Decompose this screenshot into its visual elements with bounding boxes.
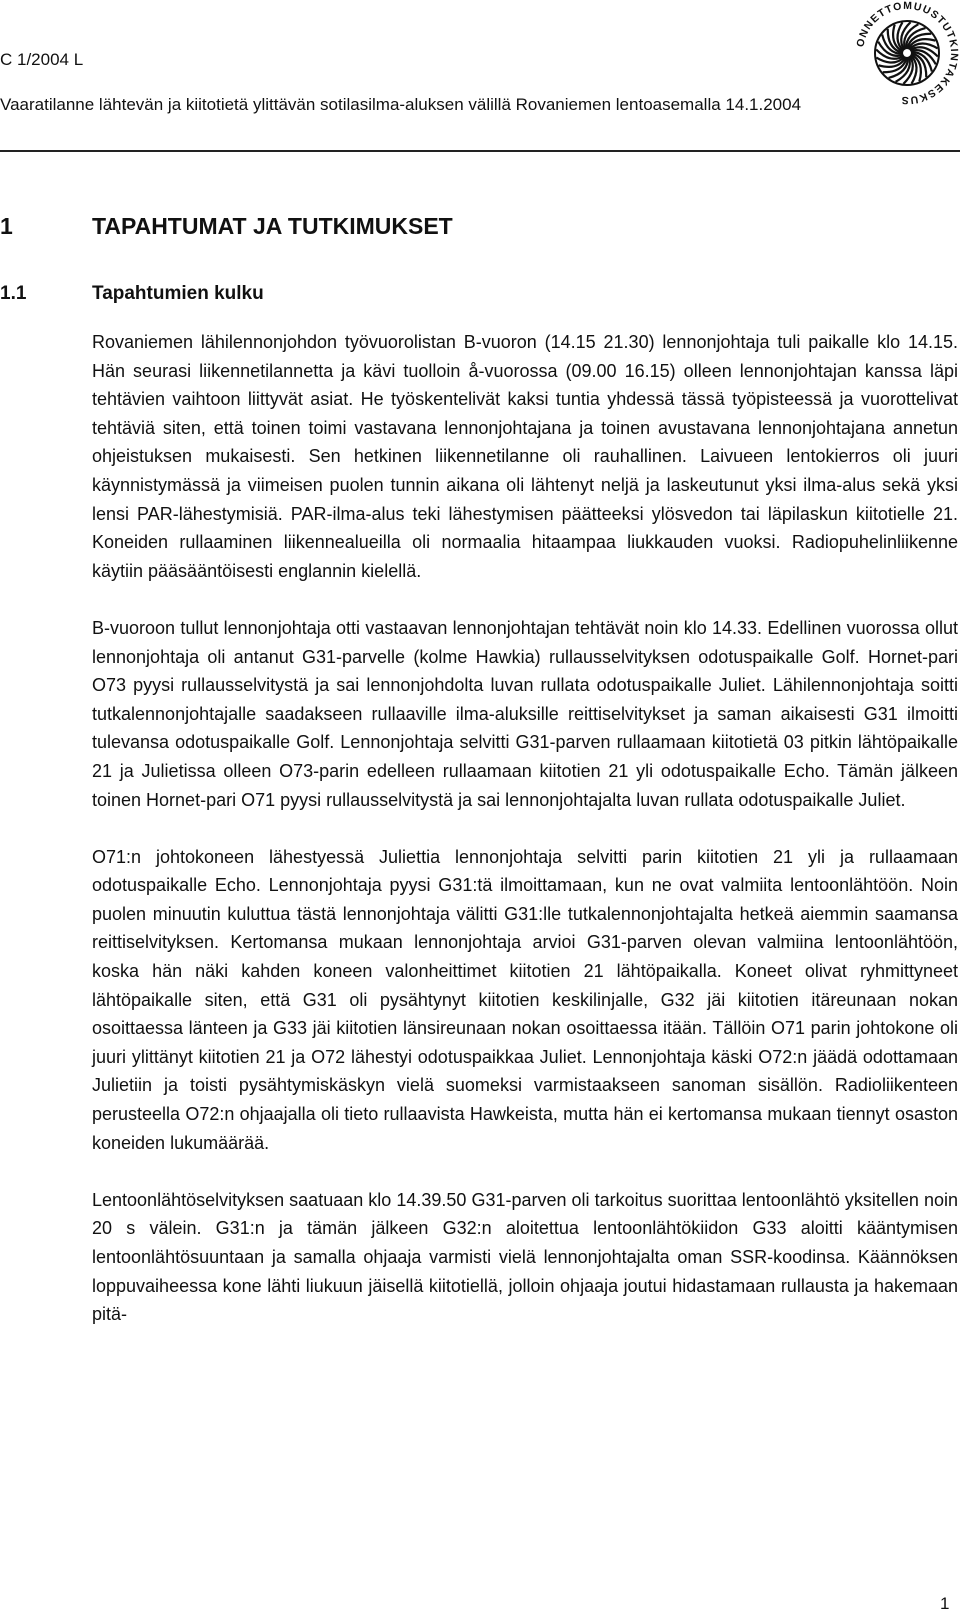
section-heading: [0, 213, 453, 240]
investigation-centre-logo: [854, 0, 960, 106]
subsection-heading: [0, 283, 264, 305]
logo-lettering: ONNETTOMUUSTUTKINTAKESKUS: [854, 0, 960, 106]
logo-spiral: [875, 21, 939, 85]
section-number: 1: [0, 213, 13, 239]
paragraph: O71:n johtokoneen lähestyessä Juliettia lennonjohtaja selvitti parin kiitotien 21 yli ja rullaamaan odotuspaikalle Echo. Lennonjohtaja pyysi G31:tä ilmoittamaan, kun ne ovat valmiita lentoonlähtöön. Noin puolen minuutin kuluttua tästä lennonjohtaja välitti G31:lle tutkalennonjohtajalta hetkeä aiemmin saamansa reittiselvityksen. Kertomansa mukaan lennonjohtaja arvioi G31-parven olevan valmiina lentoonlähtöön, koska hän näki kahden koneen valonheittimet kiitotien 21 lähtöpaikalla. Koneet olivat ryhmittyneet lähtöpaikalle siten, että G31 oli pysähtynyt kiitotien keskilinjalle, G32 jäi kiitotien itäreunaan nokan osoittaessa länteen ja G33 jäi kiitotien länsireunaan nokan osoittaessa itään. Tällöin O71 parin johtokone oli juuri ylittänyt kiitotien 21 ja O72 lähestyi odotuspaikkaa Juliet. Lennonjohtaja käski O72:n jäädä odottamaan Julietiin ja toisti pysähtymiskäskyn vielä suomeksi varmistaakseen sanoman sisällön. Radioliikenteen perusteella O72:n ohjaajalla oli tieto rullaavista Hawkeista, mutta hän ei kertomansa mukaan tiennyt osaston koneiden lukumäärää.: [92, 846, 958, 1153]
page-number: 1: [940, 1594, 950, 1613]
paragraph: B-vuoroon tullut lennonjohtaja otti vastaavan lennonjohtajan tehtävät noin klo 14.33. Edellinen vuorossa ollut lennonjohtaja oli antanut G31-parvelle (kolme Hawkia) rullausselvityksen odotuspaikalle Golf. Hornet-pari O73 pyysi rullausselvitystä ja sai lennonjohdolta luvan rullata odotuspaikalle Juliet. Lähilennonjohtaja soitti tutkalennonjohtajalle saadakseen rullaaville ilma-aluksille reittiselvitykset ja saman aikaisesti G31 ilmoitti tulevansa odotuspaikalle Golf. Lennonjohtaja selvitti G31-parven rullaamaan kiitotietä 03 pitkin lähtöpaikalle 21 ja Julietissa olleen O73-parin edelleen rullaamaan kiitotien 21 yli odotuspaikalle Echo. Tämän jälkeen toinen Hornet-pari O71 pyysi rullausselvitystä ja sai lennonjohtajalta luvan rullata odotuspaikalle Juliet.: [92, 617, 958, 810]
svg-text:ONNETTOMUUSTUTKINTAKESKUS: [854, 0, 960, 106]
document-title: Vaaratilanne lähtevän ja kiitotietä ylittävän sotilasilma-aluksen välillä Rovaniemen lentoasemalla 14.1.2004: [0, 95, 802, 114]
section-title: TAPAHTUMAT JA TUTKIMUKSET: [92, 213, 453, 239]
paragraph: Lentoonlähtöselvityksen saatuaan klo 14.39.50 G31-parven oli tarkoitus suorittaa lentoonlähtö yksitellen noin 20 s välein. G31:n ja tämän jälkeen G32:n aloitettua lentoonlähtökiidon G33 aloitti kääntymisen lentoonlähtösuuntaan ja samalla ohjaaja varmisti vielä lennonjohtajalta oman SSR-koodinsa. Käännöksen loppuvaiheessa kone lähti liukuun jäisellä kiitotiellä, jolloin ohjaaja joutui hidastamaan rullausta ja hakemaan pitä-: [92, 1189, 958, 1325]
document-header: [0, 0, 960, 152]
header-divider: [0, 150, 960, 152]
subsection-title: Tapahtumien kulku: [92, 283, 264, 304]
subsection-number: 1.1: [0, 283, 27, 304]
paragraph: Rovaniemen lähilennonjohdon työvuorolistan B-vuoron (14.15 21.30) lennonjohtaja tuli paikalle klo 14.15. Hän seurasi liikennetilannetta ja kävi tuolloin å-vuorossa (09.00 16.15) olleen lennonjohtajan kanssa läpi tehtävien vaihtoon liittyvät asiat. He työskentelivät kaksi tuntia yhdessä tässä työpisteessä ja vuorottelivat tehtäviä siten, että toinen toimi vastavana lennonjohtajana ja toinen avustavana lennonjohtajana annetun ohjeistuksen mukaisesti. Sen hetkinen liikennetilanne oli rauhallinen. Laivueen lentokierros oli juuri käynnistymässä ja viimeisen puolen tunnin aikana oli lähtenyt neljä ja laskeutunut yksi ilma-alus sekä yksi lensi PAR-lähestymisiä. PAR-ilma-alus teki lähestymisen päätteeksi ylösvedon tai läpilaskun kiitotielle 21. Koneiden rullaaminen liikennealueilla oli normaalia hitaampaa liukkauden vuoksi. Radiopuhelinliikenne käytiin pääsääntöisesti englannin kielellä.: [92, 332, 958, 581]
document-code: C 1/2004 L: [0, 50, 84, 69]
body-text: [92, 328, 958, 1357]
